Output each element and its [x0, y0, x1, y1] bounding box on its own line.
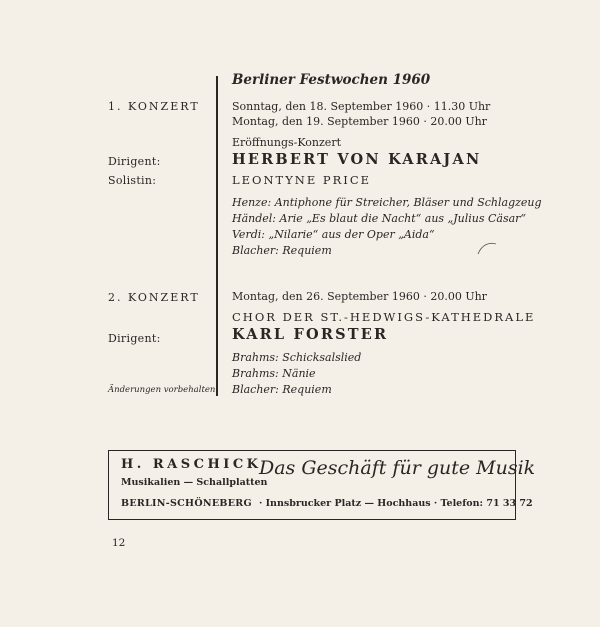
ad-shop-name: H. RASCHICK [121, 457, 262, 472]
concert1-program-item: Blacher: Requiem [232, 244, 332, 257]
ad-subtitle: Musikalien — Schallplatten [121, 477, 268, 488]
concert2-date: Montag, den 26. September 1960 · 20.00 Uhr [232, 290, 487, 303]
concert2-label: 2. KONZERT [108, 291, 200, 304]
concert1-program-item: Verdi: „Nilarie“ aus der Oper „Aida“ [232, 228, 435, 241]
advertisement-box [108, 450, 536, 520]
concert1-program-item: Händel: Arie „Es blaut die Nacht“ aus „Julius Cäsar“ [232, 212, 527, 225]
concert2-conductor: KARL FORSTER [232, 326, 389, 343]
concert1-conductor: HERBERT VON KARAJAN [232, 151, 482, 168]
ad-city: BERLIN-SCHÖNEBERG [121, 498, 252, 509]
changes-note: Änderungen vorbehalten [108, 385, 216, 395]
ad-address: · Innsbrucker Platz — Hochhaus · Telefon: 71 33 72 [259, 498, 533, 509]
concert2-choir: CHOR DER ST.-HEDWIGS-KATHEDRALE [232, 310, 536, 324]
concert1-soloist-label: Solistin: [108, 174, 157, 187]
concert2-program-item: Brahms: Nänie [232, 367, 316, 380]
page-number: 12 [112, 537, 126, 549]
concert2-conductor-label: Dirigent: [108, 332, 161, 345]
concert1-date1: Sonntag, den 18. September 1960 · 11.30 Uhr [232, 100, 491, 113]
concert1-subtitle: Eröffnungs-Konzert [232, 136, 341, 149]
vertical-divider [216, 76, 218, 396]
concert1-program-item: Henze: Antiphone für Streicher, Bläser und Schlagzeug [232, 196, 542, 209]
festival-title: Berliner Festwochen 1960 [232, 72, 431, 88]
concert2-program-item: Blacher: Requiem [232, 383, 332, 396]
pen-mark-icon [476, 240, 498, 256]
concert2-program-item: Brahms: Schicksalslied [232, 351, 362, 364]
concert1-conductor-label: Dirigent: [108, 155, 161, 168]
concert1-soloist: LEONTYNE PRICE [232, 173, 372, 187]
concert1-date2: Montag, den 19. September 1960 · 20.00 Uhr [232, 115, 487, 128]
ad-slogan: Das Geschäft für gute Musik [259, 457, 536, 479]
concert1-label: 1. KONZERT [108, 100, 200, 113]
